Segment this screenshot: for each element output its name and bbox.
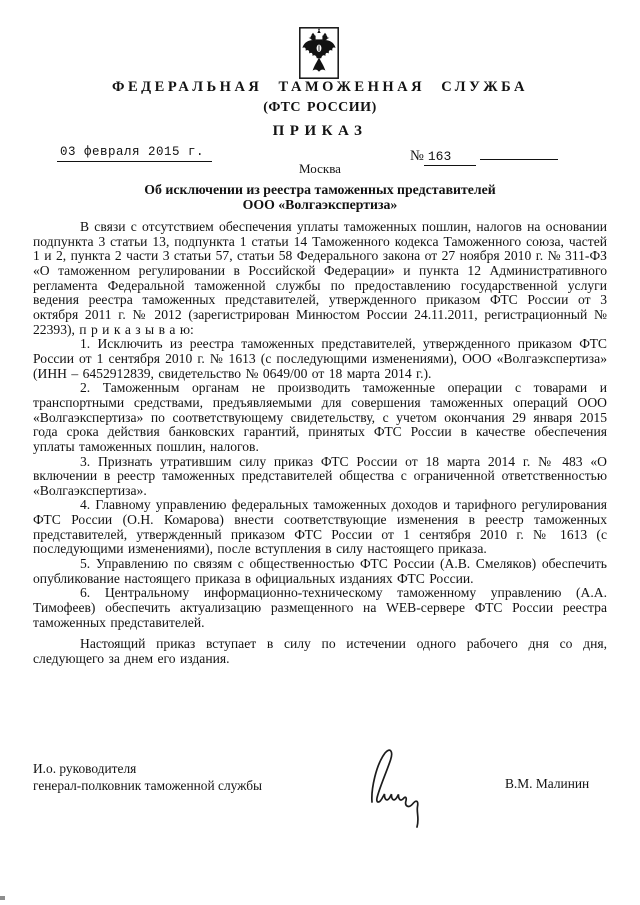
signer-name: В.М. Малинин <box>505 776 590 791</box>
city-label: Москва <box>299 161 341 176</box>
scan-artifact-speck <box>0 896 5 900</box>
order-item-6: 6. Центральному информационно-техническому таможенному управлению (А.А. Тимофеев) обеспечить актуализацию размещенного на WEB-сервере ФТС России реестра таможенных представителей. <box>33 585 607 630</box>
order-item-2: 2. Таможенным органам не производить таможенные операции с товарами и транспортными средствами, предъявляемыми для совершения таможенных операций ООО «Волгаэкспертиза» по соответствующему свидетельству, с учетом окончания 29 января 2015 года срока действия банковских гарантий, принятых ФТС России в качестве обеспечения уплаты таможенных пошлин, налогов. <box>33 380 607 454</box>
document-title <box>0 182 640 212</box>
handwritten-signature <box>348 744 432 836</box>
preamble-paragraph: В связи с отсутствием обеспечения уплаты таможенных пошлин, налогов на основании подпункта 3 статьи 13, подпункта 1 статьи 14 Таможенного кодекса Таможенного союза, частей 1 и 2, пункта 2 части 3 статьи 57, статьи 58 Федерального закона от 27 ноября 2010 г. № 311-ФЗ «О таможенном регулировании в Российской Федерации» и пункта 12 Административного регламента Федеральной таможенной службы по предоставлению государственной услуги ведения реестра таможенных представителей, утвержденного приказом ФТС России от 3 октября 2011 г. № 2012 (зарегистрирован Минюстом России 24.11.2011, регистрационный № 22393), п р и к а з ы в а ю: <box>33 219 607 337</box>
russian-coat-of-arms-icon <box>299 27 339 79</box>
signer-position <box>33 761 262 794</box>
document-title-line1: Об исключении из реестра таможенных представителей <box>144 182 496 197</box>
order-item-3: 3. Признать утратившим силу приказ ФТС России от 18 марта 2014 г. № 483 «О включении в реестр таможенных представителей общества с ограниченной ответственностью «Волгаэкспертиза». <box>33 453 607 498</box>
number-sign: № <box>410 148 424 164</box>
order-date: 03 февраля 2015 г. <box>57 145 212 162</box>
organization-name: ФЕДЕРАЛЬНАЯ ТАМОЖЕННАЯ СЛУЖБА <box>112 79 528 95</box>
document-title-line2: ООО «Волгаэкспертиза» <box>242 197 398 212</box>
order-body <box>33 220 607 667</box>
order-item-1: 1. Исключить из реестра таможенных представителей, утвержденного приказом ФТС России от 1 сентября 2010 г. № 1613 (с последующими изменениями), ООО «Волгаэкспертиза» (ИНН – 6452912839, свидетельство № 0649/00 от 18 марта 2014 г.). <box>33 336 607 381</box>
order-item-5: 5. Управлению по связям с общественностью ФТС России (А.В. Смеляков) обеспечить опубликование настоящего приказа в официальных изданиях ФТС России. <box>33 556 607 586</box>
number-blank-line <box>480 144 558 160</box>
signer-position-line2: генерал-полковник таможенной службы <box>33 777 263 793</box>
document-type-heading: ПРИКАЗ <box>272 123 368 139</box>
order-number: 163 <box>424 149 476 166</box>
organization-short-name: (ФТС РОССИИ) <box>263 100 377 115</box>
entry-into-force-paragraph: Настоящий приказ вступает в силу по истечении одного рабочего дня со дня, следующего за днем его издания. <box>33 636 607 667</box>
order-item-4: 4. Главному управлению федеральных таможенных доходов и тарифного регулирования ФТС России (О.Н. Комарова) внести соответствующие изменения в реестр таможенных представителей, утвержденный приказом ФТС России от 1 сентября 2010 г. № 1613 (с последующими изменениями), после вступления в силу настоящего приказа. <box>33 497 607 557</box>
signer-position-line1: И.о. руководителя <box>33 761 137 776</box>
